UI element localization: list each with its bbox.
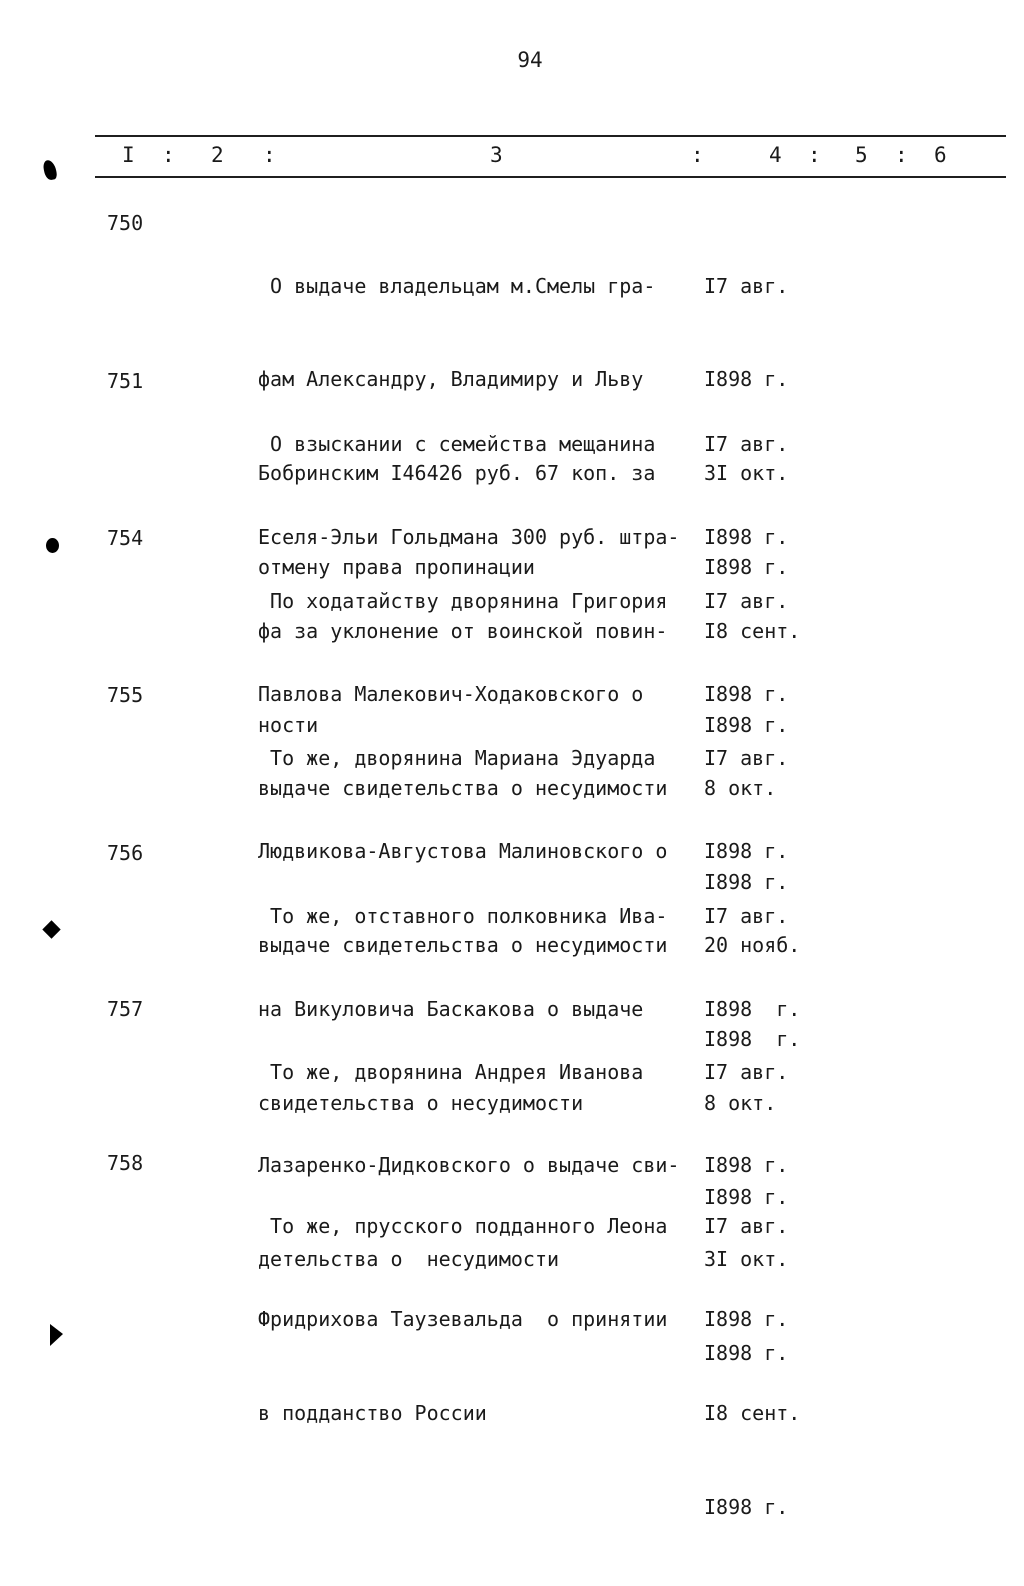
entry-description [258, 1148, 667, 1586]
table-header [0, 143, 1024, 173]
date-line: I898 г. [704, 1341, 789, 1366]
date-line: I898 г. [704, 1495, 789, 1520]
column-header-3: 3 [490, 143, 503, 167]
description-line: Людвикова-Августова Малиновского о [258, 839, 668, 864]
column-separator: : [691, 143, 704, 167]
description-line: свидетельства о несудимости [258, 1091, 584, 1116]
description-line: выдаче свидетельства о несудимости [258, 933, 668, 958]
table-header-bottom-rule [95, 176, 1006, 178]
description-line: на Викуловича Баскакова о выдаче [258, 997, 644, 1022]
binding-hole-mark-icon [42, 920, 60, 938]
date-line: I7 авг. [704, 903, 789, 928]
date-line: I898 г. [704, 997, 801, 1022]
binding-hole-mark-icon [46, 538, 59, 553]
description-line: Фридрихова Таузевальда о принятии [258, 1307, 668, 1332]
page-number: 94 [517, 48, 543, 72]
date-line: I7 авг. [704, 273, 789, 298]
entry-number: 758 [107, 1151, 144, 1175]
column-header-5: 5 [855, 143, 868, 167]
column-separator: : [895, 143, 908, 167]
date-line: I8 сент. [704, 619, 801, 644]
column-separator: : [162, 143, 175, 167]
column-separator: : [263, 143, 276, 167]
date-line: I898 г. [704, 713, 789, 738]
description-line: ности [258, 713, 319, 738]
description-line: Бобринским I46426 руб. 67 коп. за [258, 461, 656, 486]
entry-number: 755 [107, 683, 144, 707]
description-line: О выдаче владельцам м.Смелы гра- [258, 273, 656, 298]
description-line: Павлова Малекович-Ходаковского о [258, 682, 644, 707]
date-line: I7 авг. [704, 431, 789, 456]
description-line: в подданство России [258, 1401, 487, 1426]
binding-hole-mark-icon [50, 1324, 63, 1346]
date-line: I898 г. [704, 367, 789, 392]
description-line: То же, прусского подданного Леона [258, 1213, 668, 1238]
date-line: I8 сент. [704, 1401, 801, 1426]
date-line: I898 г. [704, 1307, 789, 1332]
description-line: Лазаренко-Дидковского о выдаче сви- [258, 1153, 680, 1178]
column-header-4: 4 [769, 143, 782, 167]
entry-number: 754 [107, 526, 144, 550]
description-line: Еселя-Эльи Гольдмана 300 руб. штра- [258, 525, 680, 550]
date-line: I898 г. [704, 870, 789, 895]
description-line: фам Александру, Владимиру и Льву [258, 367, 644, 392]
column-header-6: 6 [934, 143, 947, 167]
date-line: I898 г. [704, 1153, 789, 1178]
date-line: 3I окт. [704, 1247, 789, 1272]
entry-number: 757 [107, 997, 144, 1021]
date-line: 8 окт. [704, 1091, 777, 1116]
date-line: 20 нояб. [704, 933, 801, 958]
date-line: I7 авг. [704, 1059, 789, 1084]
date-line: I7 авг. [704, 1213, 789, 1238]
column-header-2: 2 [211, 143, 224, 167]
table-header-top-rule [95, 135, 1006, 137]
date-line: 3I окт. [704, 461, 789, 486]
entry-number: 751 [107, 369, 144, 393]
entry-dates [704, 1148, 800, 1586]
description-line [258, 1492, 667, 1523]
description-line: фа за уклонение от воинской повин- [258, 619, 668, 644]
description-line: То же, дворянина Андрея Иванова [258, 1059, 644, 1084]
date-line: I898 г. [704, 1027, 801, 1052]
column-header-1: I [122, 143, 135, 167]
date-line: 8 окт. [704, 776, 777, 801]
column-separator: : [808, 143, 821, 167]
date-line: I7 авг. [704, 588, 789, 613]
entry-number: 756 [107, 841, 144, 865]
entry-number: 750 [107, 211, 144, 235]
description-line: отмену права пропинации [258, 555, 535, 580]
date-line: I898 г. [704, 682, 789, 707]
date-line: I898 г. [704, 525, 789, 550]
date-line: I898 г. [704, 839, 789, 864]
description-line: выдаче свидетельства о несудимости [258, 776, 668, 801]
date-line: I898 г. [704, 1185, 789, 1210]
date-line: I7 авг. [704, 745, 789, 770]
date-line: I898 г. [704, 555, 789, 580]
description-line: О взыскании с семейства мещанина [258, 431, 656, 456]
description-line: То же, отставного полковника Ива- [258, 903, 668, 928]
description-line: детельства о несудимости [258, 1247, 560, 1272]
description-line: По ходатайству дворянина Григория [258, 588, 668, 613]
description-line: То же, дворянина Мариана Эдуарда [258, 745, 656, 770]
